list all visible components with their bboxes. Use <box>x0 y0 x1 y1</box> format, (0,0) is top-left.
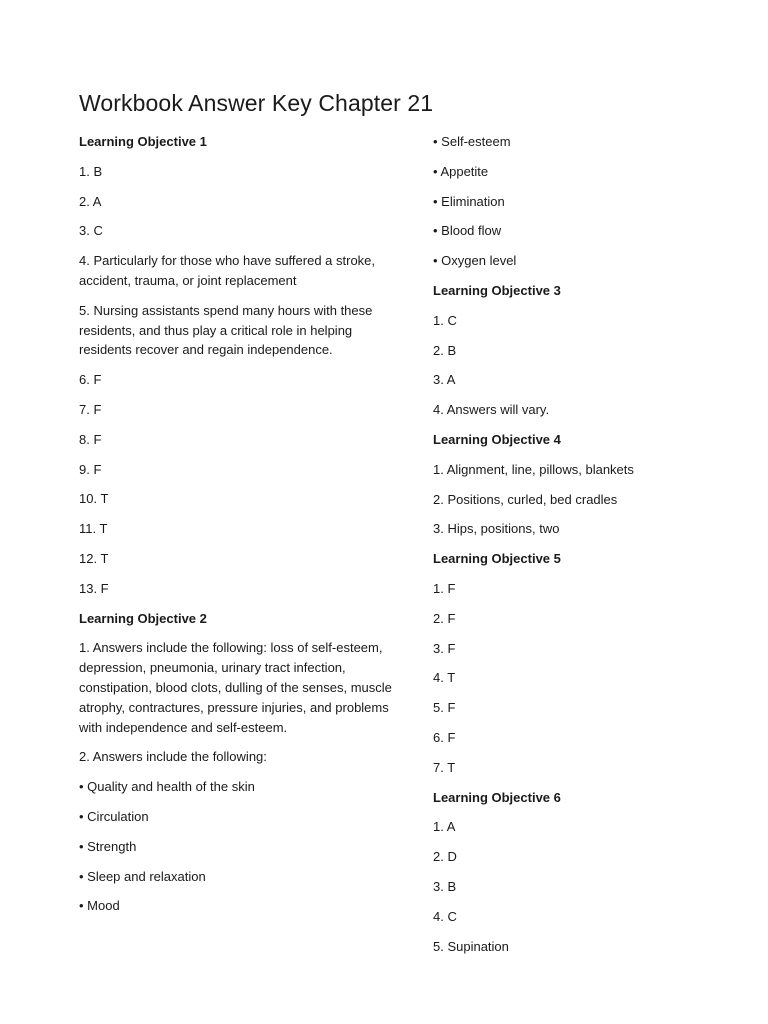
answer-line: 6. F <box>433 729 456 745</box>
section-heading: Learning Objective 3 <box>433 282 561 298</box>
answer-line: 4. T <box>433 670 456 686</box>
answer-line: • Appetite <box>433 163 489 179</box>
answer-line: 1. A <box>433 819 456 835</box>
answer-line: • Sleep and relaxation <box>79 868 206 884</box>
answer-line: 5. Supination <box>433 938 509 954</box>
answer-line: 3. C <box>79 223 103 239</box>
answer-line: 13. F <box>79 580 109 596</box>
answer-line: 12. T <box>79 550 109 566</box>
answer-line: • Self-esteem <box>433 134 511 149</box>
answer-line: 3. Hips, positions, two <box>433 521 560 537</box>
section-heading: Learning Objective 5 <box>433 551 561 567</box>
answer-line: • Oxygen level <box>433 253 517 269</box>
answer-line: 4. Particularly for those who have suffered a stroke, accident, trauma, or joint replacement <box>79 253 376 288</box>
answer-line: 3. F <box>433 640 456 656</box>
page-title: Workbook Answer Key Chapter 21 <box>79 90 434 116</box>
answer-line: • Strength <box>79 838 137 854</box>
answer-line: 3. A <box>433 372 456 388</box>
answer-line: • Mood <box>79 898 120 914</box>
answer-line: 2. B <box>433 342 457 358</box>
section-heading: Learning Objective 6 <box>433 789 561 805</box>
answer-line: 8. F <box>79 431 102 447</box>
answer-line: 3. B <box>433 878 457 894</box>
answer-line: 1. Alignment, line, pillows, blankets <box>433 461 634 477</box>
answer-line: 1. Answers include the following: loss of self-esteem, depression, pneumonia, urinary tract infection, constipation, blood clots, dulling of the senses, muscle atrophy, contractures, pressure injuries, and problems with independence and self-esteem. <box>79 640 392 735</box>
answer-line: 2. F <box>433 610 456 626</box>
answer-line: 5. F <box>433 700 456 716</box>
answer-line: 2. A <box>79 193 102 209</box>
section-heading: Learning Objective 1 <box>79 134 207 149</box>
answer-line: • Blood flow <box>433 223 502 239</box>
answer-line: 11. T <box>79 521 108 537</box>
answer-line: 4. C <box>433 908 457 924</box>
answer-line: 6. F <box>79 372 102 388</box>
left-column <box>79 132 394 926</box>
answer-line: 10. T <box>79 491 109 507</box>
answer-line: 1. F <box>433 580 456 596</box>
right-column <box>433 132 733 966</box>
answer-line: 1. C <box>433 312 457 328</box>
answer-line: 9. F <box>79 461 102 477</box>
answer-line: 2. Answers include the following: <box>79 749 267 765</box>
answer-line: 2. Positions, curled, bed cradles <box>433 491 618 507</box>
answer-line: 7. T <box>433 759 456 775</box>
answer-line: • Quality and health of the skin <box>79 779 255 795</box>
answer-line: 7. F <box>79 401 102 417</box>
section-heading: Learning Objective 4 <box>433 431 561 447</box>
answer-line: • Elimination <box>433 193 505 209</box>
answer-line: 2. D <box>433 849 457 865</box>
answer-line: 5. Nursing assistants spend many hours with these residents, and thus play a critical role in helping residents recover and regain independence. <box>79 302 373 358</box>
section-heading: Learning Objective 2 <box>79 610 207 626</box>
answer-line: 1. B <box>79 163 103 179</box>
answer-line: • Circulation <box>79 808 149 824</box>
answer-line: 4. Answers will vary. <box>433 402 550 418</box>
